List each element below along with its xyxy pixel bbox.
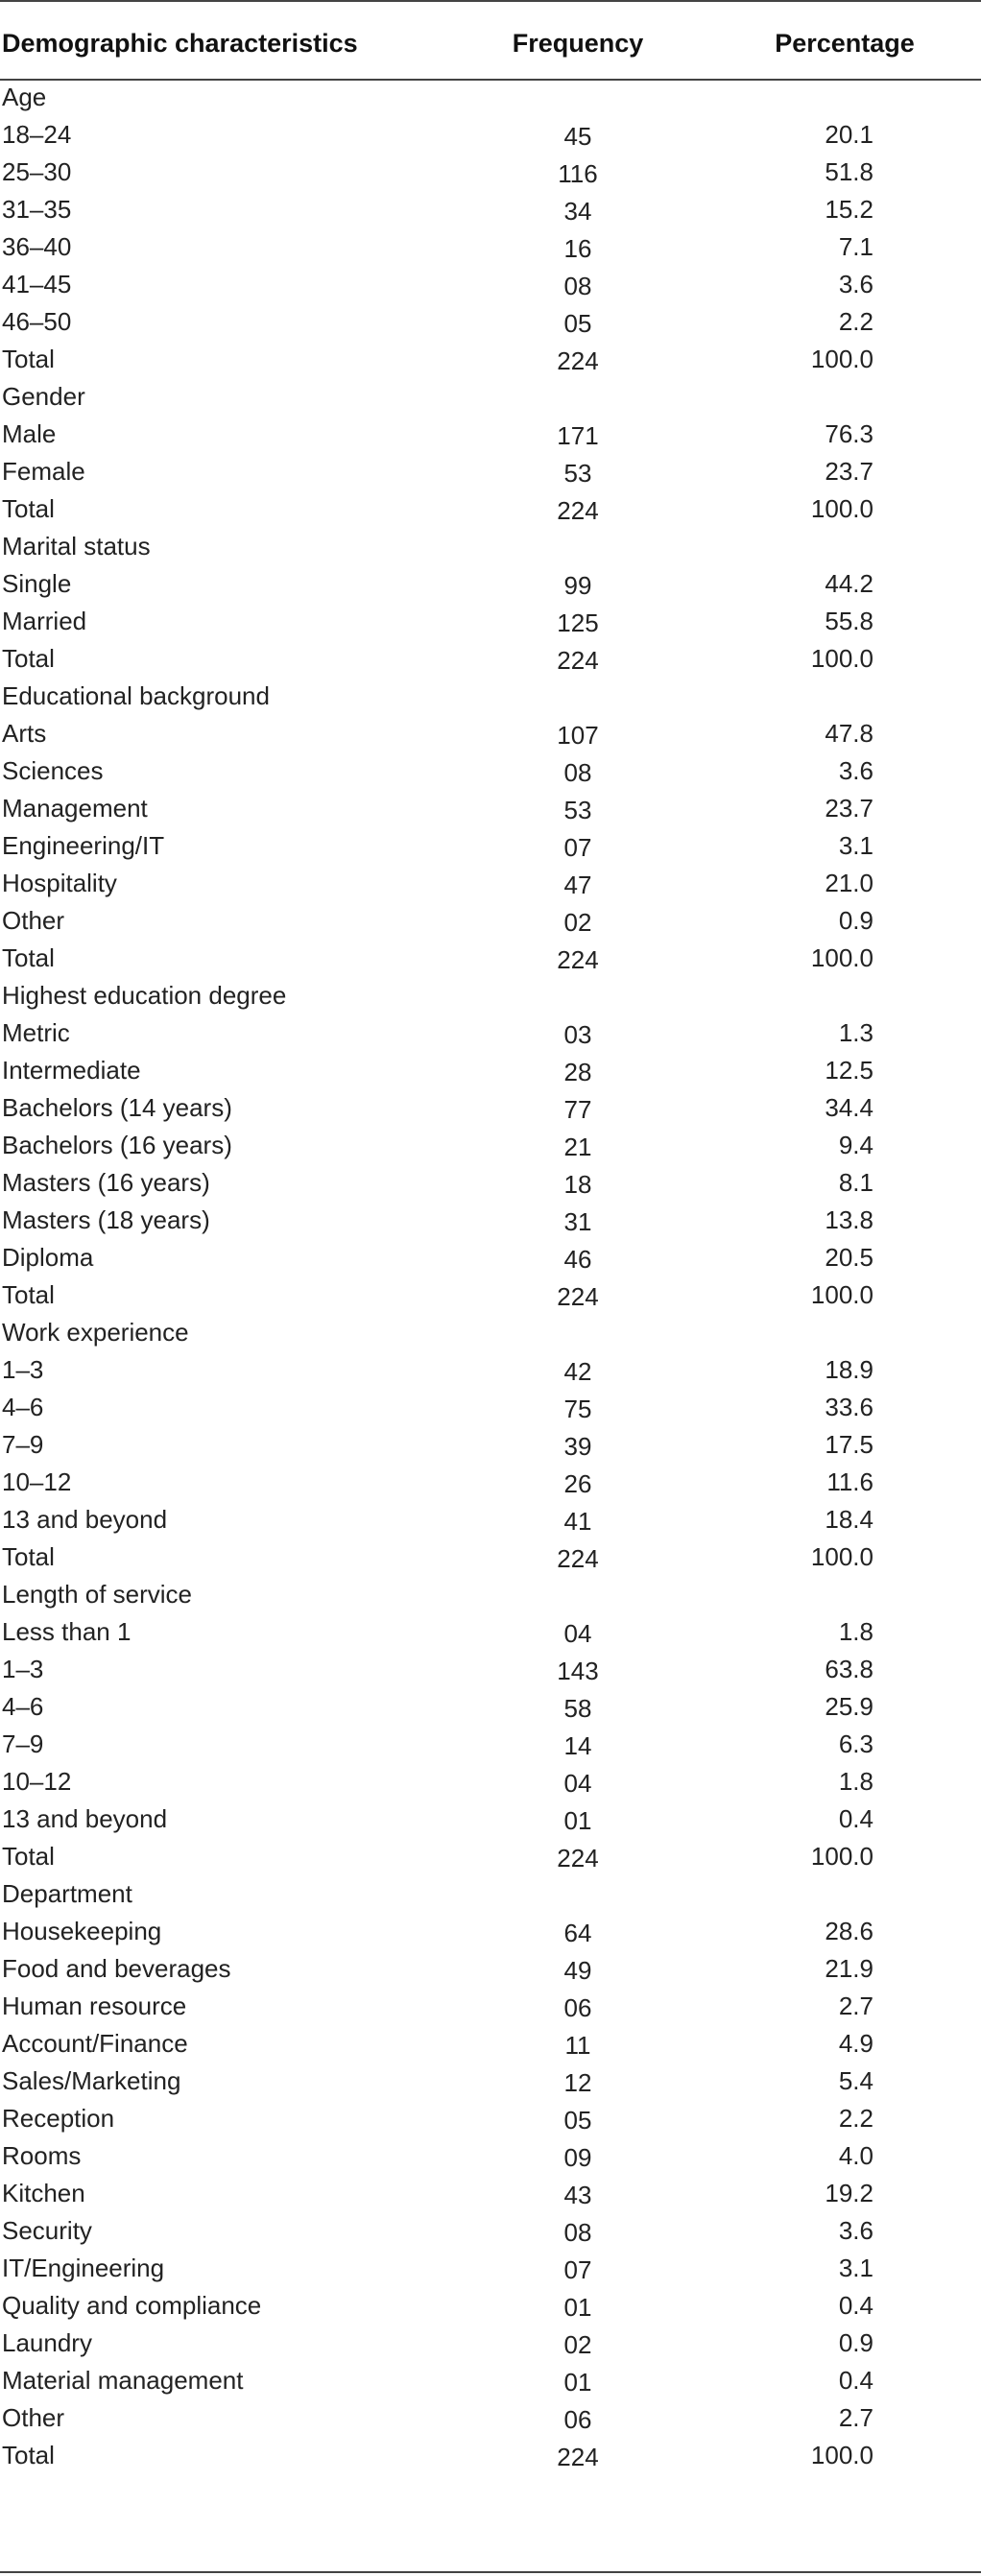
row-percentage: 3.6 <box>838 2216 873 2245</box>
row-frequency: 143 <box>557 1657 599 1685</box>
table-row <box>0 642 981 680</box>
table-row <box>0 1653 981 1690</box>
row-percentage: 12.5 <box>825 1056 873 1085</box>
row-percentage: 100.0 <box>810 1280 873 1309</box>
row-label: Work experience <box>2 1318 189 1347</box>
row-frequency: 224 <box>557 1544 599 1573</box>
row-label: 4–6 <box>2 1393 44 1421</box>
table-row <box>0 680 981 717</box>
row-frequency: 75 <box>563 1395 592 1423</box>
row-frequency: 45 <box>563 122 592 151</box>
row-label: Diploma <box>2 1243 94 1272</box>
row-label: 1–3 <box>2 1655 44 1683</box>
row-frequency: 01 <box>563 2368 592 2397</box>
table-row <box>0 2252 981 2289</box>
row-frequency: 02 <box>563 908 592 937</box>
row-frequency: 21 <box>563 1133 592 1161</box>
row-percentage: 3.6 <box>838 270 873 298</box>
table-row <box>0 305 981 343</box>
row-label: Length of service <box>2 1580 193 1609</box>
row-frequency: 107 <box>557 721 599 750</box>
row-frequency: 07 <box>563 833 592 862</box>
row-label: Age <box>2 83 47 111</box>
row-label: Single <box>2 569 72 598</box>
table-row <box>0 1540 981 1578</box>
row-percentage: 5.4 <box>838 2066 873 2095</box>
row-percentage: 100.0 <box>810 494 873 523</box>
table-row <box>0 2364 981 2401</box>
table-row <box>0 193 981 230</box>
row-label: 1–3 <box>2 1355 44 1384</box>
row-percentage: 0.4 <box>838 1804 873 1833</box>
row-frequency: 224 <box>557 346 599 375</box>
row-percentage: 11.6 <box>826 1467 873 1496</box>
table-row <box>0 1428 981 1466</box>
row-label: Total <box>2 494 55 523</box>
row-frequency: 01 <box>563 1806 592 1835</box>
row-label: Security <box>2 2216 92 2245</box>
table-row <box>0 1278 981 1316</box>
row-label: Educational background <box>2 681 270 710</box>
row-frequency: 05 <box>563 309 592 338</box>
row-frequency: 28 <box>563 1058 592 1086</box>
row-frequency: 02 <box>563 2330 592 2359</box>
row-percentage: 23.7 <box>825 457 873 486</box>
row-frequency: 06 <box>563 1993 592 2022</box>
table-row <box>0 1391 981 1428</box>
table-row <box>0 1915 981 1952</box>
row-frequency: 12 <box>563 2068 592 2097</box>
row-label: Total <box>2 644 55 673</box>
table-row <box>0 904 981 942</box>
row-frequency: 116 <box>558 159 598 188</box>
table-row <box>0 754 981 792</box>
table-row <box>0 492 981 530</box>
row-percentage: 33.6 <box>825 1393 873 1421</box>
table-row <box>0 2214 981 2252</box>
table-row <box>0 979 981 1016</box>
row-frequency: 224 <box>557 646 599 675</box>
table-row <box>0 1615 981 1653</box>
row-percentage: 19.2 <box>825 2179 873 2207</box>
table-row <box>0 1241 981 1278</box>
row-frequency: 43 <box>563 2181 592 2209</box>
row-label: Male <box>2 419 57 448</box>
row-percentage: 100.0 <box>810 345 873 373</box>
table-row <box>0 1204 981 1241</box>
row-frequency: 08 <box>563 758 592 787</box>
row-label: 10–12 <box>2 1767 72 1796</box>
table-row <box>0 268 981 305</box>
row-label: Housekeeping <box>2 1917 162 1945</box>
header-demographic-characteristics: Demographic characteristics <box>2 29 358 58</box>
row-frequency: 39 <box>563 1432 592 1461</box>
row-frequency: 04 <box>563 1619 592 1648</box>
row-percentage: 7.1 <box>838 232 873 261</box>
row-percentage: 18.4 <box>825 1505 873 1534</box>
row-label: Sciences <box>2 756 104 785</box>
row-percentage: 0.9 <box>838 2328 873 2357</box>
table-row <box>0 829 981 867</box>
table-row <box>0 717 981 754</box>
header-frequency: Frequency <box>512 29 644 58</box>
header-percentage: Percentage <box>775 29 915 58</box>
row-label: Quality and compliance <box>2 2291 262 2320</box>
bottom-rule <box>0 2571 981 2573</box>
table-row <box>0 230 981 268</box>
row-frequency: 31 <box>563 1207 592 1236</box>
table-row <box>0 1877 981 1915</box>
row-frequency: 18 <box>563 1170 592 1199</box>
row-frequency: 08 <box>563 272 592 300</box>
row-percentage: 20.1 <box>825 120 873 149</box>
row-label: Hospitality <box>2 869 117 897</box>
row-percentage: 20.5 <box>825 1243 873 1272</box>
row-frequency: 34 <box>563 197 592 226</box>
row-label: 41–45 <box>2 270 72 298</box>
table-row <box>0 2027 981 2064</box>
row-frequency: 47 <box>563 871 592 899</box>
row-label: Total <box>2 1280 55 1309</box>
row-label: 7–9 <box>2 1729 44 1758</box>
row-percentage: 2.7 <box>838 2403 873 2432</box>
table-row <box>0 530 981 567</box>
row-frequency: 04 <box>563 1769 592 1798</box>
row-label: Sales/Marketing <box>2 2066 181 2095</box>
row-label: Material management <box>2 2366 244 2395</box>
row-label: Total <box>2 943 55 972</box>
row-percentage: 25.9 <box>825 1692 873 1721</box>
row-label: Metric <box>2 1018 70 1047</box>
table-row <box>0 1466 981 1503</box>
row-percentage: 4.0 <box>838 2141 873 2170</box>
row-label: Female <box>2 457 85 486</box>
table-row <box>0 2289 981 2326</box>
row-percentage: 63.8 <box>825 1655 873 1683</box>
row-percentage: 23.7 <box>825 794 873 823</box>
table-row <box>0 1578 981 1615</box>
row-percentage: 0.4 <box>838 2366 873 2395</box>
row-percentage: 44.2 <box>825 569 873 598</box>
row-frequency: 125 <box>557 608 599 637</box>
table-row <box>0 1728 981 1765</box>
row-label: Reception <box>2 2104 115 2133</box>
row-frequency: 53 <box>563 459 592 488</box>
row-label: Less than 1 <box>2 1617 132 1646</box>
table-row <box>0 1353 981 1391</box>
table-row <box>0 455 981 492</box>
row-label: Rooms <box>2 2141 82 2170</box>
row-percentage: 51.8 <box>825 157 873 186</box>
row-label: 46–50 <box>2 307 72 336</box>
row-frequency: 07 <box>563 2255 592 2284</box>
row-percentage: 1.8 <box>838 1617 873 1646</box>
row-percentage: 100.0 <box>810 2441 873 2469</box>
table-row <box>0 942 981 979</box>
table-row <box>0 1840 981 1877</box>
row-label: Account/Finance <box>2 2029 188 2058</box>
table-row <box>0 1091 981 1129</box>
row-percentage: 76.3 <box>825 419 873 448</box>
row-frequency: 46 <box>563 1245 592 1274</box>
row-label: Management <box>2 794 148 823</box>
row-frequency: 01 <box>563 2293 592 2322</box>
row-percentage: 21.9 <box>825 1954 873 1983</box>
row-label: Bachelors (16 years) <box>2 1131 232 1159</box>
row-percentage: 47.8 <box>825 719 873 748</box>
row-label: Human resource <box>2 1992 187 2020</box>
row-label: Total <box>2 1842 55 1871</box>
row-label: 25–30 <box>2 157 72 186</box>
row-percentage: 3.6 <box>838 756 873 785</box>
row-label: Total <box>2 1542 55 1571</box>
row-percentage: 18.9 <box>825 1355 873 1384</box>
table-row <box>0 605 981 642</box>
row-label: Other <box>2 906 65 935</box>
row-percentage: 21.0 <box>825 869 873 897</box>
row-label: Highest education degree <box>2 981 287 1010</box>
row-percentage: 3.1 <box>838 831 873 860</box>
row-percentage: 100.0 <box>810 1842 873 1871</box>
row-percentage: 28.6 <box>825 1917 873 1945</box>
row-percentage: 34.4 <box>825 1093 873 1122</box>
table-row <box>0 567 981 605</box>
row-frequency: 08 <box>563 2218 592 2247</box>
row-label: 18–24 <box>2 120 72 149</box>
table-row <box>0 1316 981 1353</box>
row-label: 13 and beyond <box>2 1505 168 1534</box>
row-frequency: 26 <box>563 1469 592 1498</box>
row-frequency: 05 <box>563 2106 592 2135</box>
row-frequency: 58 <box>563 1694 592 1723</box>
row-frequency: 171 <box>557 421 599 450</box>
row-frequency: 14 <box>563 1731 592 1760</box>
row-label: Married <box>2 607 87 635</box>
row-percentage: 100.0 <box>810 943 873 972</box>
table-row <box>0 81 981 118</box>
table-row <box>0 2139 981 2177</box>
table-row <box>0 792 981 829</box>
row-percentage: 55.8 <box>825 607 873 635</box>
row-label: Other <box>2 2403 65 2432</box>
row-label: 36–40 <box>2 232 72 261</box>
table-row <box>0 1765 981 1802</box>
row-frequency: 49 <box>563 1956 592 1985</box>
row-label: Engineering/IT <box>2 831 165 860</box>
row-frequency: 42 <box>563 1357 592 1386</box>
row-percentage: 1.3 <box>838 1018 873 1047</box>
row-frequency: 99 <box>563 571 592 600</box>
table-row <box>0 343 981 380</box>
table-row <box>0 1690 981 1728</box>
table-row <box>0 380 981 417</box>
table-row <box>0 2177 981 2214</box>
table-row <box>0 2326 981 2364</box>
table-row <box>0 1166 981 1204</box>
table-row <box>0 155 981 193</box>
table-row <box>0 1054 981 1091</box>
table-row <box>0 1503 981 1540</box>
table-row <box>0 2102 981 2139</box>
row-frequency: 16 <box>563 234 592 263</box>
row-percentage: 100.0 <box>810 1542 873 1571</box>
table-row <box>0 2401 981 2439</box>
table-row <box>0 2439 981 2476</box>
row-percentage: 9.4 <box>838 1131 873 1159</box>
row-label: Intermediate <box>2 1056 141 1085</box>
table-row <box>0 1952 981 1990</box>
row-percentage: 4.9 <box>838 2029 873 2058</box>
row-frequency: 06 <box>563 2405 592 2434</box>
row-frequency: 77 <box>563 1095 592 1124</box>
row-frequency: 224 <box>557 2443 599 2471</box>
row-percentage: 1.8 <box>838 1767 873 1796</box>
table-row <box>0 1129 981 1166</box>
row-percentage: 3.1 <box>838 2254 873 2282</box>
row-label: 4–6 <box>2 1692 44 1721</box>
row-percentage: 13.8 <box>825 1205 873 1234</box>
row-label: Food and beverages <box>2 1954 231 1983</box>
row-frequency: 224 <box>557 496 599 525</box>
row-frequency: 11 <box>564 2031 591 2060</box>
row-percentage: 0.4 <box>838 2291 873 2320</box>
row-frequency: 09 <box>563 2143 592 2172</box>
table-row <box>0 1990 981 2027</box>
row-label: Kitchen <box>2 2179 85 2207</box>
row-label: 31–35 <box>2 195 72 224</box>
row-percentage: 15.2 <box>825 195 873 224</box>
row-percentage: 0.9 <box>838 906 873 935</box>
row-percentage: 17.5 <box>825 1430 873 1459</box>
row-frequency: 41 <box>563 1507 592 1536</box>
row-label: Marital status <box>2 532 151 561</box>
row-label: Department <box>2 1879 132 1908</box>
row-label: 7–9 <box>2 1430 44 1459</box>
row-frequency: 53 <box>563 796 592 824</box>
row-label: IT/Engineering <box>2 2254 165 2282</box>
row-percentage: 8.1 <box>838 1168 873 1197</box>
row-percentage: 2.2 <box>838 307 873 336</box>
row-label: Laundry <box>2 2328 92 2357</box>
table-header <box>0 0 981 81</box>
row-label: 10–12 <box>2 1467 72 1496</box>
row-label: Bachelors (14 years) <box>2 1093 232 1122</box>
row-frequency: 64 <box>563 1919 592 1947</box>
table-row <box>0 1802 981 1840</box>
row-frequency: 224 <box>557 1844 599 1872</box>
row-label: Gender <box>2 382 85 411</box>
row-frequency: 224 <box>557 945 599 974</box>
row-label: Total <box>2 2441 55 2469</box>
row-percentage: 100.0 <box>810 644 873 673</box>
row-label: Arts <box>2 719 47 748</box>
table-row <box>0 1016 981 1054</box>
row-label: Total <box>2 345 55 373</box>
row-label: Masters (16 years) <box>2 1168 210 1197</box>
row-percentage: 2.7 <box>838 1992 873 2020</box>
table-row <box>0 2064 981 2102</box>
table-row <box>0 417 981 455</box>
row-label: Masters (18 years) <box>2 1205 210 1234</box>
table-row <box>0 118 981 155</box>
row-label: 13 and beyond <box>2 1804 168 1833</box>
row-frequency: 03 <box>563 1020 592 1049</box>
row-frequency: 224 <box>557 1282 599 1311</box>
row-percentage: 6.3 <box>838 1729 873 1758</box>
table-row <box>0 867 981 904</box>
row-percentage: 2.2 <box>838 2104 873 2133</box>
